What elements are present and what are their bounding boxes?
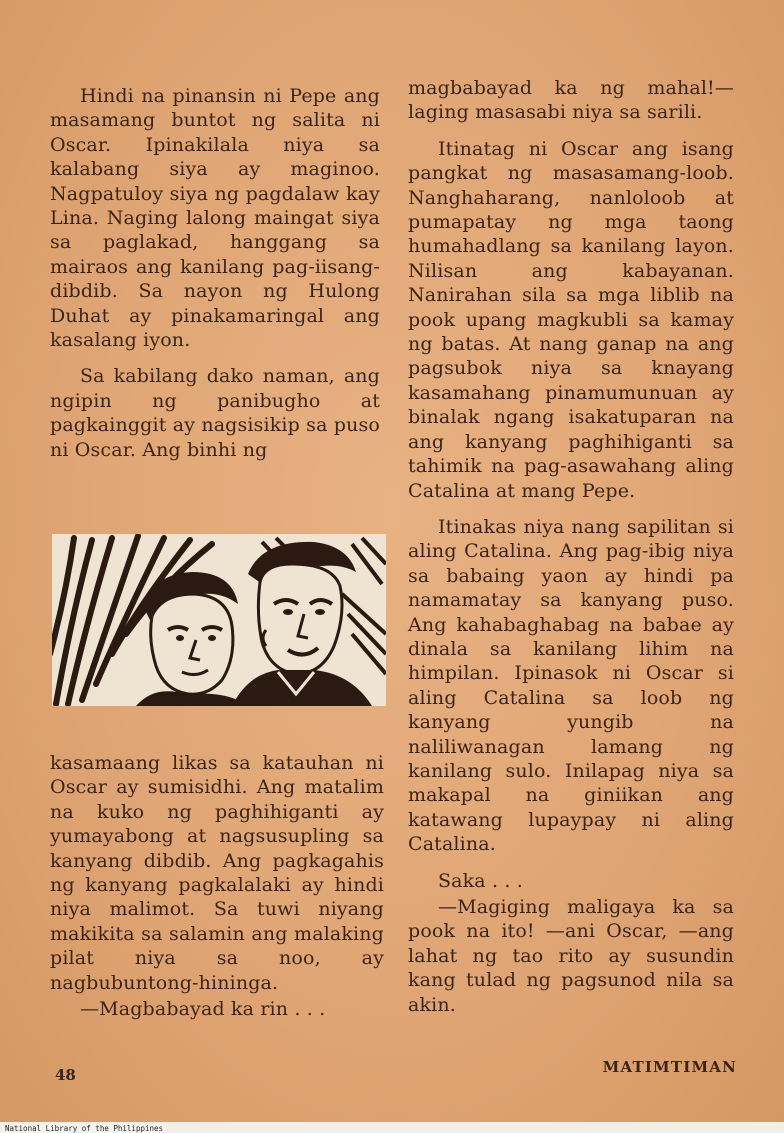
- paragraph: Sa kabilang dako naman, ang ngipin ng panibugho at pagkainggit ay nagsisikip sa puso ni Oscar. Ang binhi ng: [50, 365, 380, 461]
- right-column: [408, 76, 734, 1029]
- woodcut-two-faces-illustration: [52, 534, 386, 706]
- paragraph: kasamaang likas sa katauhan ni Oscar ay sumisidhi. Ang matalim na kuko ng paghihiganti ay yumayabong at nagsusupling sa kanyang dibdib. Ang pagkagahis ng kanyang pagkalalaki ay hindi niya malimot. Sa tuwi niyang makikita sa salamin ang malaking pilat niya sa noo, ay nagbubuntong-hininga.: [50, 752, 384, 994]
- paragraph: Itinatag ni Oscar ang isang pangkat ng masasamang-loob. Nanghaharang, nanloloob at pumapatay ng mga taong humahadlang sa kanilang layon. Nilisan ang kabayanan. Nanirahan sila sa mga liblib na pook upang magkubli sa kamay ng batas. At nang ganap na ang pagsubok niya sa knayang kasamahang pinamumunuan ay binalak ngang isakatuparan na ang kanyang paghihiganti sa tahimik na pag-asawahang aling Catalina at mang Pepe.: [408, 137, 734, 502]
- page-number: 48: [55, 1066, 76, 1084]
- paragraph: magbabayad ka ng mahal!— laging masasabi niya sa sarili.: [408, 77, 734, 124]
- paragraph: —Magbabayad ka rin . . .: [80, 998, 326, 1021]
- left-column-top: [50, 84, 380, 474]
- paragraph: —Magiging maligaya ka sa pook na ito! —ani Oscar, —ang lahat ng tao rito ay susundin kang tulad ng pagsunod nila sa akin.: [408, 896, 734, 1016]
- paragraph: Saka . . .: [438, 869, 523, 892]
- magazine-title: MATIMTIMAN: [602, 1058, 737, 1076]
- paragraph: Hindi na pinansin ni Pepe ang masamang buntot ng salita ni Oscar. Ipinakilala niya sa kalabang siya ay maginoo. Nagpatuloy siya ng pagdalaw kay Lina. Naging lalong maingat siya sa paglakad, hanggang sa mairaos ang kanilang pag-iisang-dibdib. Sa nayon ng Hulong Duhat ay pinakamaringal ang kasalang iyon.: [50, 85, 380, 352]
- paragraph: Itinakas niya nang sapilitan si aling Catalina. Ang pag-ibig niya sa babaing yaon ay hindi pa namamatay sa kanyang puso. Ang kahabaghabag na babae ay dinala sa kanilang lihim na himpilan. Ipinasok ni Oscar si aling Catalina sa loob ng kanyang yungib na naliliwanagan lamang ng kanilang sulo. Inilapag niya sa makapal na giniikan ang katawang lupaypay ni aling Catalina.: [408, 515, 734, 856]
- library-credit: National Library of the Philippines: [2, 1124, 166, 1133]
- woodcut-illustration: [52, 534, 386, 706]
- left-column-bottom: [50, 751, 384, 1033]
